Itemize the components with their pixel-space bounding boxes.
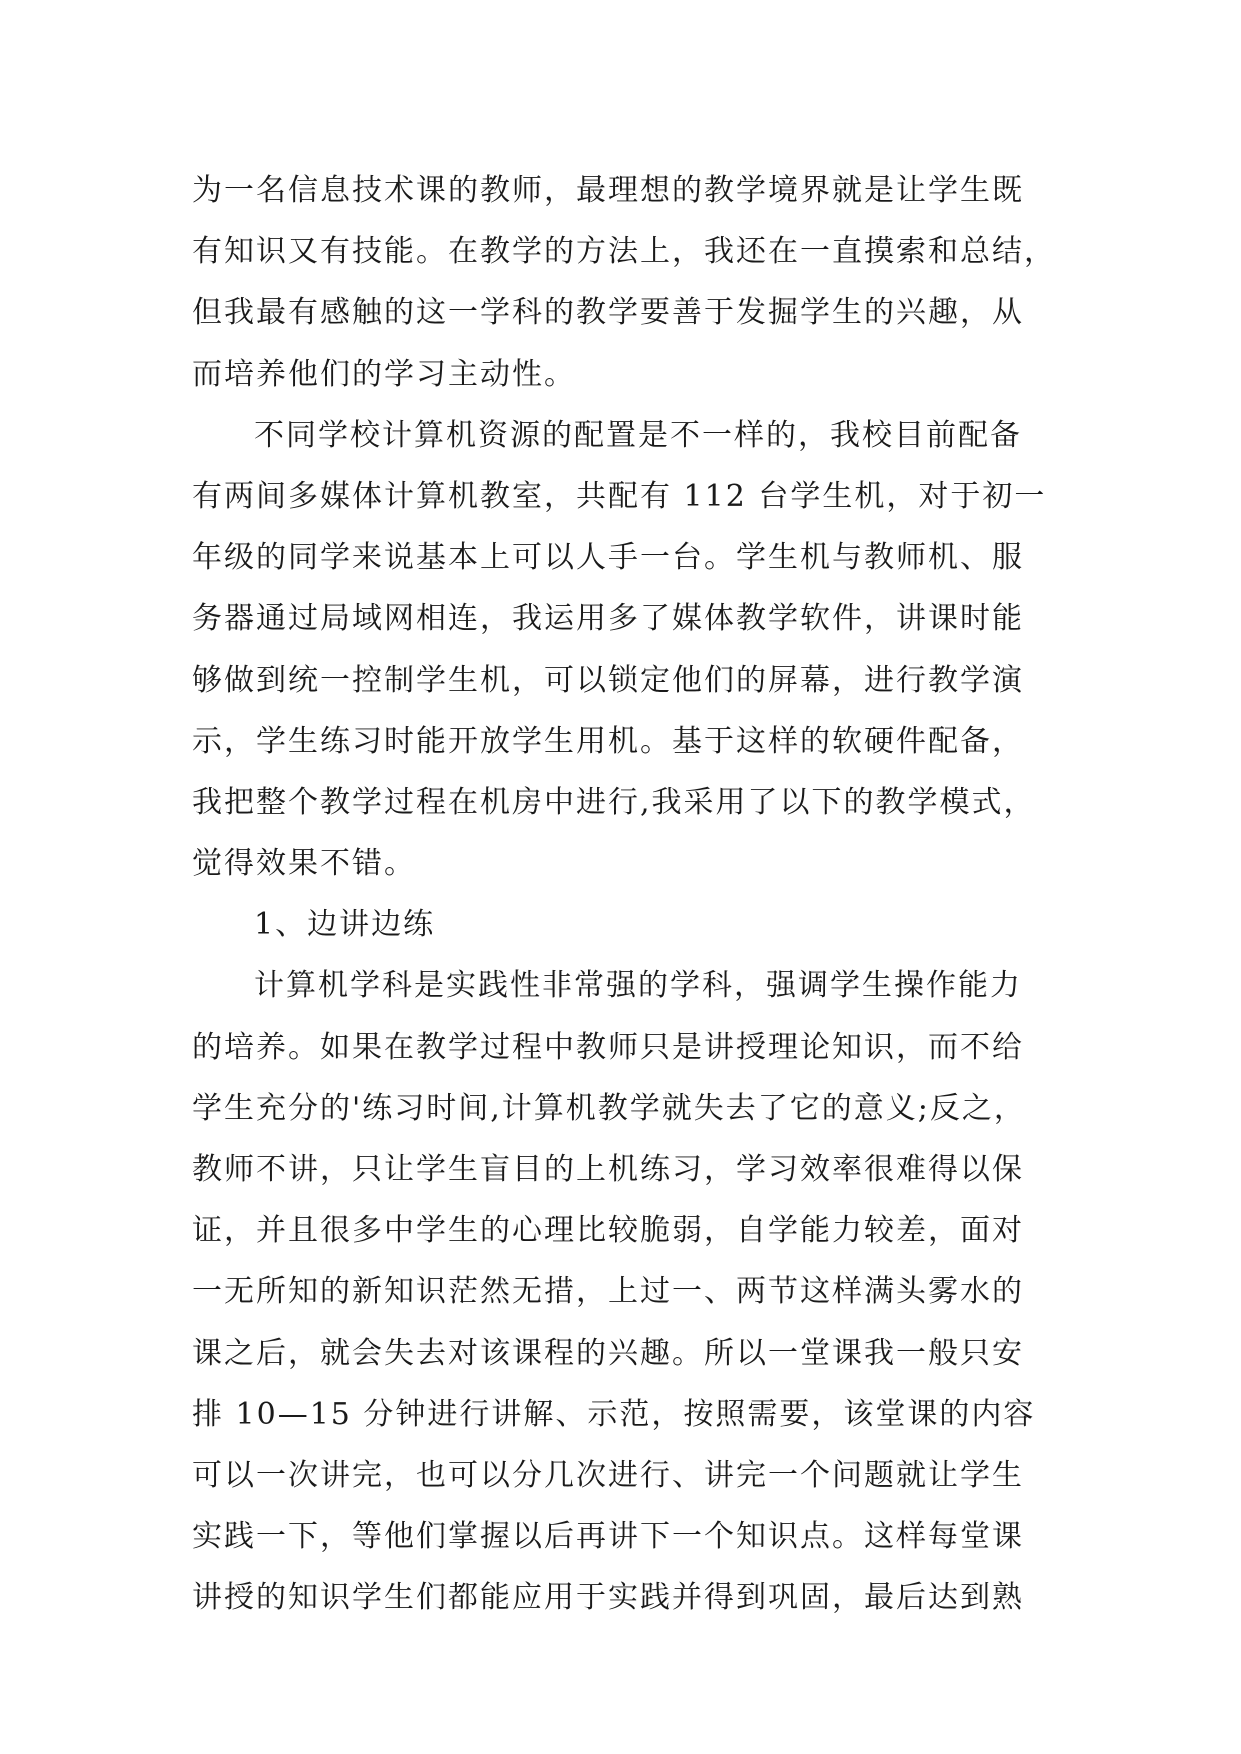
text-line: 可以一次讲完，也可以分几次进行、讲完一个问题就让学生 (192, 1457, 1024, 1493)
paragraph-start-line: 不同学校计算机资源的配置是不一样的，我校目前配备 (254, 417, 1022, 453)
text-line: 够做到统一控制学生机，可以锁定他们的屏幕，进行教学演 (192, 662, 1024, 698)
text-line: 讲授的知识学生们都能应用于实践并得到巩固，最后达到熟 (192, 1580, 1024, 1616)
paragraph-start-line: 计算机学科是实践性非常强的学科，强调学生操作能力 (254, 968, 1022, 1004)
text-line: 的培养。如果在教学过程中教师只是讲授理论知识，而不给 (192, 1029, 1024, 1065)
text-line: 年级的同学来说基本上可以人手一台。学生机与教师机、服 (192, 540, 1024, 576)
text-line: 为一名信息技术课的教师，最理想的教学境界就是让学生既 (192, 173, 1024, 208)
text-line: 觉得效果不错。 (192, 846, 416, 882)
section-heading: 1、边讲边练 (254, 907, 436, 943)
text-line: 教师不讲，只让学生盲目的上机练习，学习效率很难得以保 (192, 1152, 1024, 1187)
text-line: 而培养他们的学习主动性。 (192, 356, 576, 392)
text-line: 课之后，就会失去对该课程的兴趣。所以一堂课我一般只安 (192, 1335, 1024, 1371)
text-line: 实践一下，等他们掌握以后再讲下一个知识点。这样每堂课 (192, 1519, 1024, 1555)
text-line: 但我最有感触的这一学科的教学要善于发掘学生的兴趣，从 (192, 295, 1024, 331)
text-line: 务器通过局域网相连，我运用多了媒体教学软件，讲课时能 (192, 601, 1024, 637)
text-line: 证，并且很多中学生的心理比较脆弱，自学能力较差，面对 (192, 1213, 1024, 1249)
text-line: 示，学生练习时能开放学生用机。基于这样的软硬件配备， (192, 723, 1024, 759)
text-line: 排 10—15 分钟进行讲解、示范，按照需要，该堂课的内容 (192, 1396, 1036, 1432)
text-line: 有两间多媒体计算机教室，共配有 112 台学生机，对于初一 (192, 478, 1047, 514)
text-line: 有知识又有技能。在教学的方法上，我还在一直摸索和总结， (192, 234, 1056, 270)
text-line: 学生充分的'练习时间,计算机教学就失去了它的意义;反之， (192, 1090, 1026, 1126)
body-text (192, 160, 1057, 1629)
text-line: 一无所知的新知识茫然无措，上过一、两节这样满头雾水的 (192, 1274, 1024, 1310)
text-line: 我把整个教学过程在机房中进行,我采用了以下的教学模式， (192, 784, 1036, 820)
